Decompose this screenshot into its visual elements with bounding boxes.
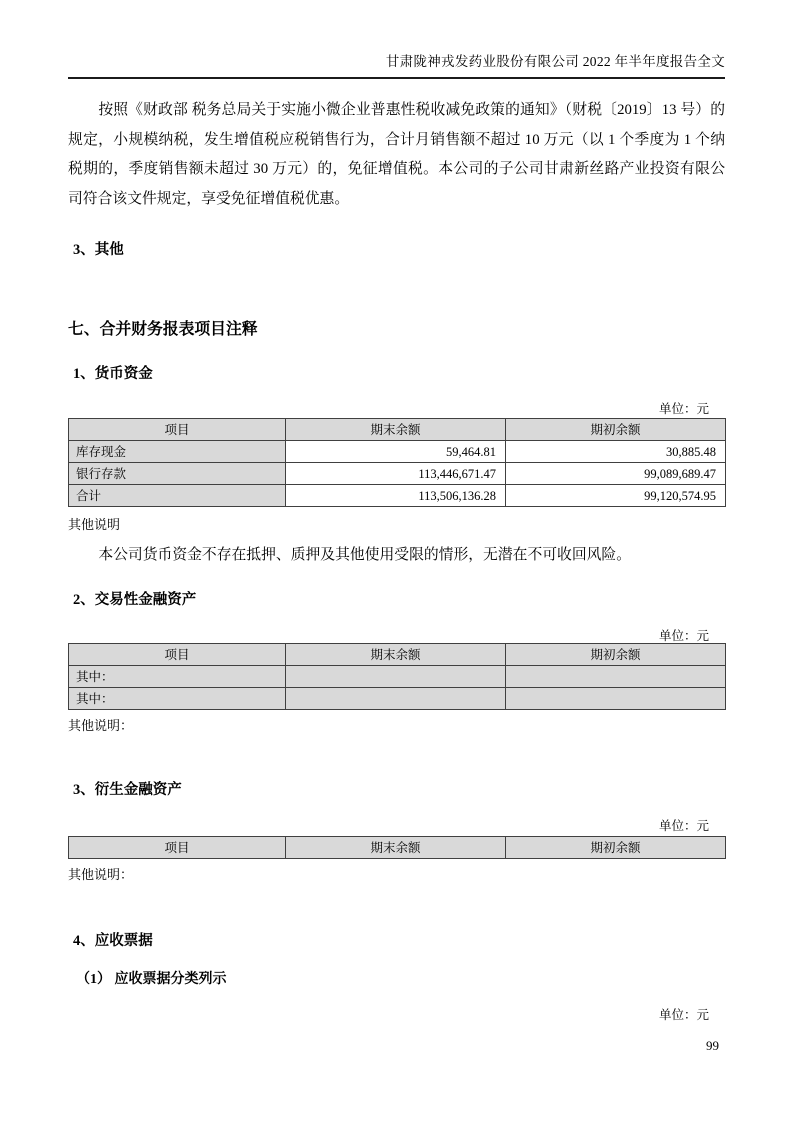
row-label-including: 其中： — [69, 666, 286, 688]
unit-label-monetary-funds: 单位：元 — [658, 402, 709, 416]
column-header-beginning-balance: 期初余额 — [506, 644, 726, 666]
row-label-bank-deposits: 银行存款 — [69, 463, 286, 485]
column-header-item: 项目 — [69, 837, 286, 859]
column-header-beginning-balance: 期初余额 — [506, 419, 726, 441]
table-row — [69, 666, 726, 688]
column-header-item: 项目 — [69, 644, 286, 666]
column-header-ending-balance: 期末余额 — [286, 644, 506, 666]
table-header-row — [69, 644, 726, 666]
cash-on-hand-beginning: 30,885.48 — [506, 441, 726, 463]
bank-deposits-ending: 113,446,671.47 — [286, 463, 506, 485]
total-beginning: 99,120,574.95 — [506, 485, 726, 507]
monetary-funds-note-text: 本公司货币资金不存在抵押、质押及其他使用受限的情形，无潜在不可收回风险。 — [98, 547, 632, 563]
row-label-including: 其中： — [69, 688, 286, 710]
document-header-title: 甘肃陇神戎发药业股份有限公司 2022 年半年度报告全文 — [68, 50, 725, 79]
trading-financial-assets-table — [68, 643, 726, 710]
column-header-beginning-balance: 期初余额 — [506, 837, 726, 859]
table-header-row — [69, 837, 726, 859]
empty-cell — [506, 666, 726, 688]
table-row — [69, 485, 726, 507]
column-header-ending-balance: 期末余额 — [286, 837, 506, 859]
empty-cell — [286, 666, 506, 688]
column-header-item: 项目 — [69, 419, 286, 441]
tax-policy-paragraph: 按照《财政部 税务总局关于实施小微企业普惠性税收减免政策的通知》（财税〔2019〕13 号）的规定，小规模纳税，发生增值税应税销售行为，合计月销售额不超过 10 万元（以 1 个季度为 1 个纳税期的，季度销售额未超过 30 万元）的，免征增值税。本公司的子公司甘肃新丝路产业投资有限公司符合该文件规定，享受免征增值税优惠。 — [68, 102, 725, 207]
column-header-ending-balance: 期末余额 — [286, 419, 506, 441]
other-note-label: 其他说明： — [68, 867, 134, 882]
total-ending: 113,506,136.28 — [286, 485, 506, 507]
heading-monetary-funds: 1、货币资金 — [73, 366, 153, 382]
page-number: 99 — [706, 1038, 719, 1053]
table-row — [69, 441, 726, 463]
heading-consolidated-statement-notes: 七、合并财务报表项目注释 — [68, 321, 258, 338]
derivative-financial-assets-table — [68, 836, 726, 859]
heading-trading-financial-assets: 2、交易性金融资产 — [73, 592, 197, 608]
table-row — [69, 688, 726, 710]
cash-on-hand-ending: 59,464.81 — [286, 441, 506, 463]
empty-cell — [286, 688, 506, 710]
unit-label-notes-receivable: 单位：元 — [658, 1008, 709, 1022]
bank-deposits-beginning: 99,089,689.47 — [506, 463, 726, 485]
unit-label-derivative-financial-assets: 单位：元 — [658, 819, 709, 833]
row-label-total: 合计 — [69, 485, 286, 507]
other-note-label: 其他说明 — [68, 517, 121, 532]
heading-notes-receivable-classification: （1） 应收票据分类列示 — [76, 972, 227, 987]
empty-cell — [506, 688, 726, 710]
row-label-cash-on-hand: 库存现金 — [69, 441, 286, 463]
unit-label-trading-financial-assets: 单位：元 — [658, 629, 709, 643]
heading-derivative-financial-assets: 3、衍生金融资产 — [73, 782, 182, 798]
table-row — [69, 463, 726, 485]
monetary-funds-table — [68, 418, 726, 507]
table-header-row — [69, 419, 726, 441]
other-note-label: 其他说明： — [68, 718, 134, 733]
heading-notes-receivable: 4、应收票据 — [73, 933, 153, 949]
heading-other: 3、其他 — [73, 242, 124, 258]
